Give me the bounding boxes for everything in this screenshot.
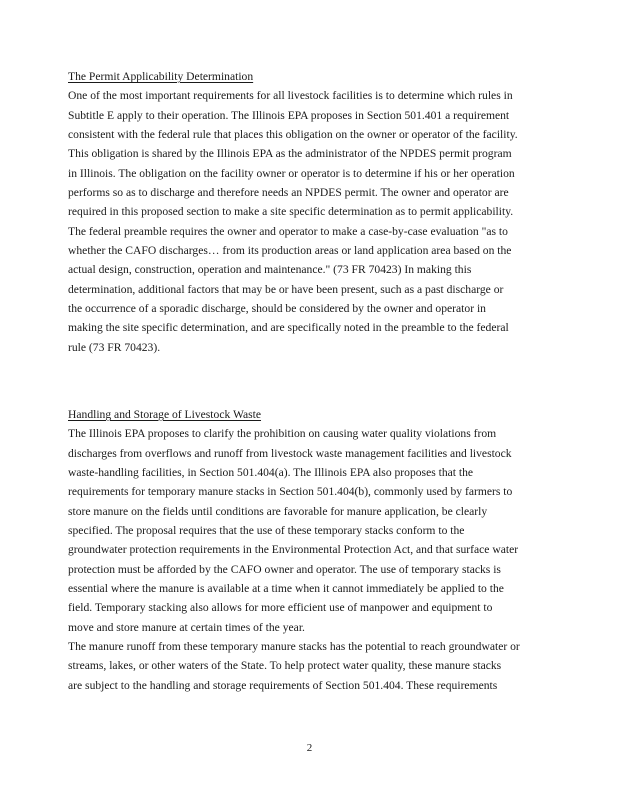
paragraph-line: The Illinois EPA proposes to clarify the prohibition on causing water quality violations from xyxy=(68,427,497,441)
paragraph-line: move and store manure at certain times of the year. xyxy=(68,620,305,634)
paragraph-line: required in this proposed section to make a site specific determination as to permit applicability. xyxy=(68,205,514,219)
paragraph-line: consistent with the federal rule that places this obligation on the owner or operator of the facility. xyxy=(68,128,518,142)
paragraph-line: field. Temporary stacking also allows for more efficient use of manpower and equipment to xyxy=(68,601,493,615)
paragraph-line: groundwater protection requirements in the Environmental Protection Act, and that surface water xyxy=(68,543,519,557)
paragraph-line: the occurrence of a sporadic discharge, should be considered by the owner and operator in xyxy=(68,302,486,316)
section-permit-applicability xyxy=(68,67,552,357)
paragraph-line: performs so as to discharge and therefore needs an NPDES permit. The owner and operator are xyxy=(68,186,509,200)
paragraph-line: in Illinois. The obligation on the facility owner or operator is to determine if his or her operation xyxy=(68,166,515,180)
paragraph-line: are subject to the handling and storage requirements of Section 501.404. These requirements xyxy=(68,678,498,692)
paragraph-line: Subtitle E apply to their operation. The Illinois EPA proposes in Section 501.401 a requirement xyxy=(68,108,510,122)
paragraph-line: streams, lakes, or other waters of the State. To help protect water quality, these manure stacks xyxy=(68,659,502,673)
paragraph-line: The federal preamble requires the owner and operator to make a case-by-case evaluation "as to xyxy=(68,224,508,238)
paragraph-line: requirements for temporary manure stacks in Section 501.404(b), commonly used by farmers to xyxy=(68,485,513,499)
paragraph-line: protection must be afforded by the CAFO owner and operator. The use of temporary stacks is xyxy=(68,562,501,576)
paragraph-line: This obligation is shared by the Illinois EPA as the administrator of the NPDES permit program xyxy=(68,147,512,161)
paragraph-line: rule (73 FR 70423). xyxy=(68,340,161,354)
paragraph-line: The manure runoff from these temporary manure stacks has the potential to reach groundwater or xyxy=(68,640,520,654)
paragraph-line: actual design, construction, operation and maintenance." (73 FR 70423) In making this xyxy=(68,263,472,277)
paragraph-line: specified. The proposal requires that the use of these temporary stacks conform to the xyxy=(68,524,465,538)
paragraph-line: store manure on the fields until conditions are favorable for manure application, be clearly xyxy=(68,504,488,518)
paragraph-line: discharges from overflows and runoff from livestock waste management facilities and livestock xyxy=(68,446,512,460)
paragraph-line: One of the most important requirements for all livestock facilities is to determine which rules in xyxy=(68,89,513,103)
paragraph-line: essential where the manure is available at a time when it cannot immediately be applied to the xyxy=(68,582,504,596)
paragraph-line: waste-handling facilities, in Section 501.404(a). The Illinois EPA also proposes that the xyxy=(68,466,474,480)
section-heading: Handling and Storage of Livestock Waste xyxy=(68,408,262,421)
page-number: 2 xyxy=(306,742,313,754)
paragraph-line: determination, additional factors that may be or have been present, such as a past discharge or xyxy=(68,282,504,296)
paragraph-line: whether the CAFO discharges… from its production areas or land application area based on the xyxy=(68,244,512,258)
section-heading: The Permit Applicability Determination xyxy=(68,70,254,83)
section-handling-storage xyxy=(68,405,552,695)
paragraph-line: making the site specific determination, and are specifically noted in the preamble to the federal xyxy=(68,321,509,335)
